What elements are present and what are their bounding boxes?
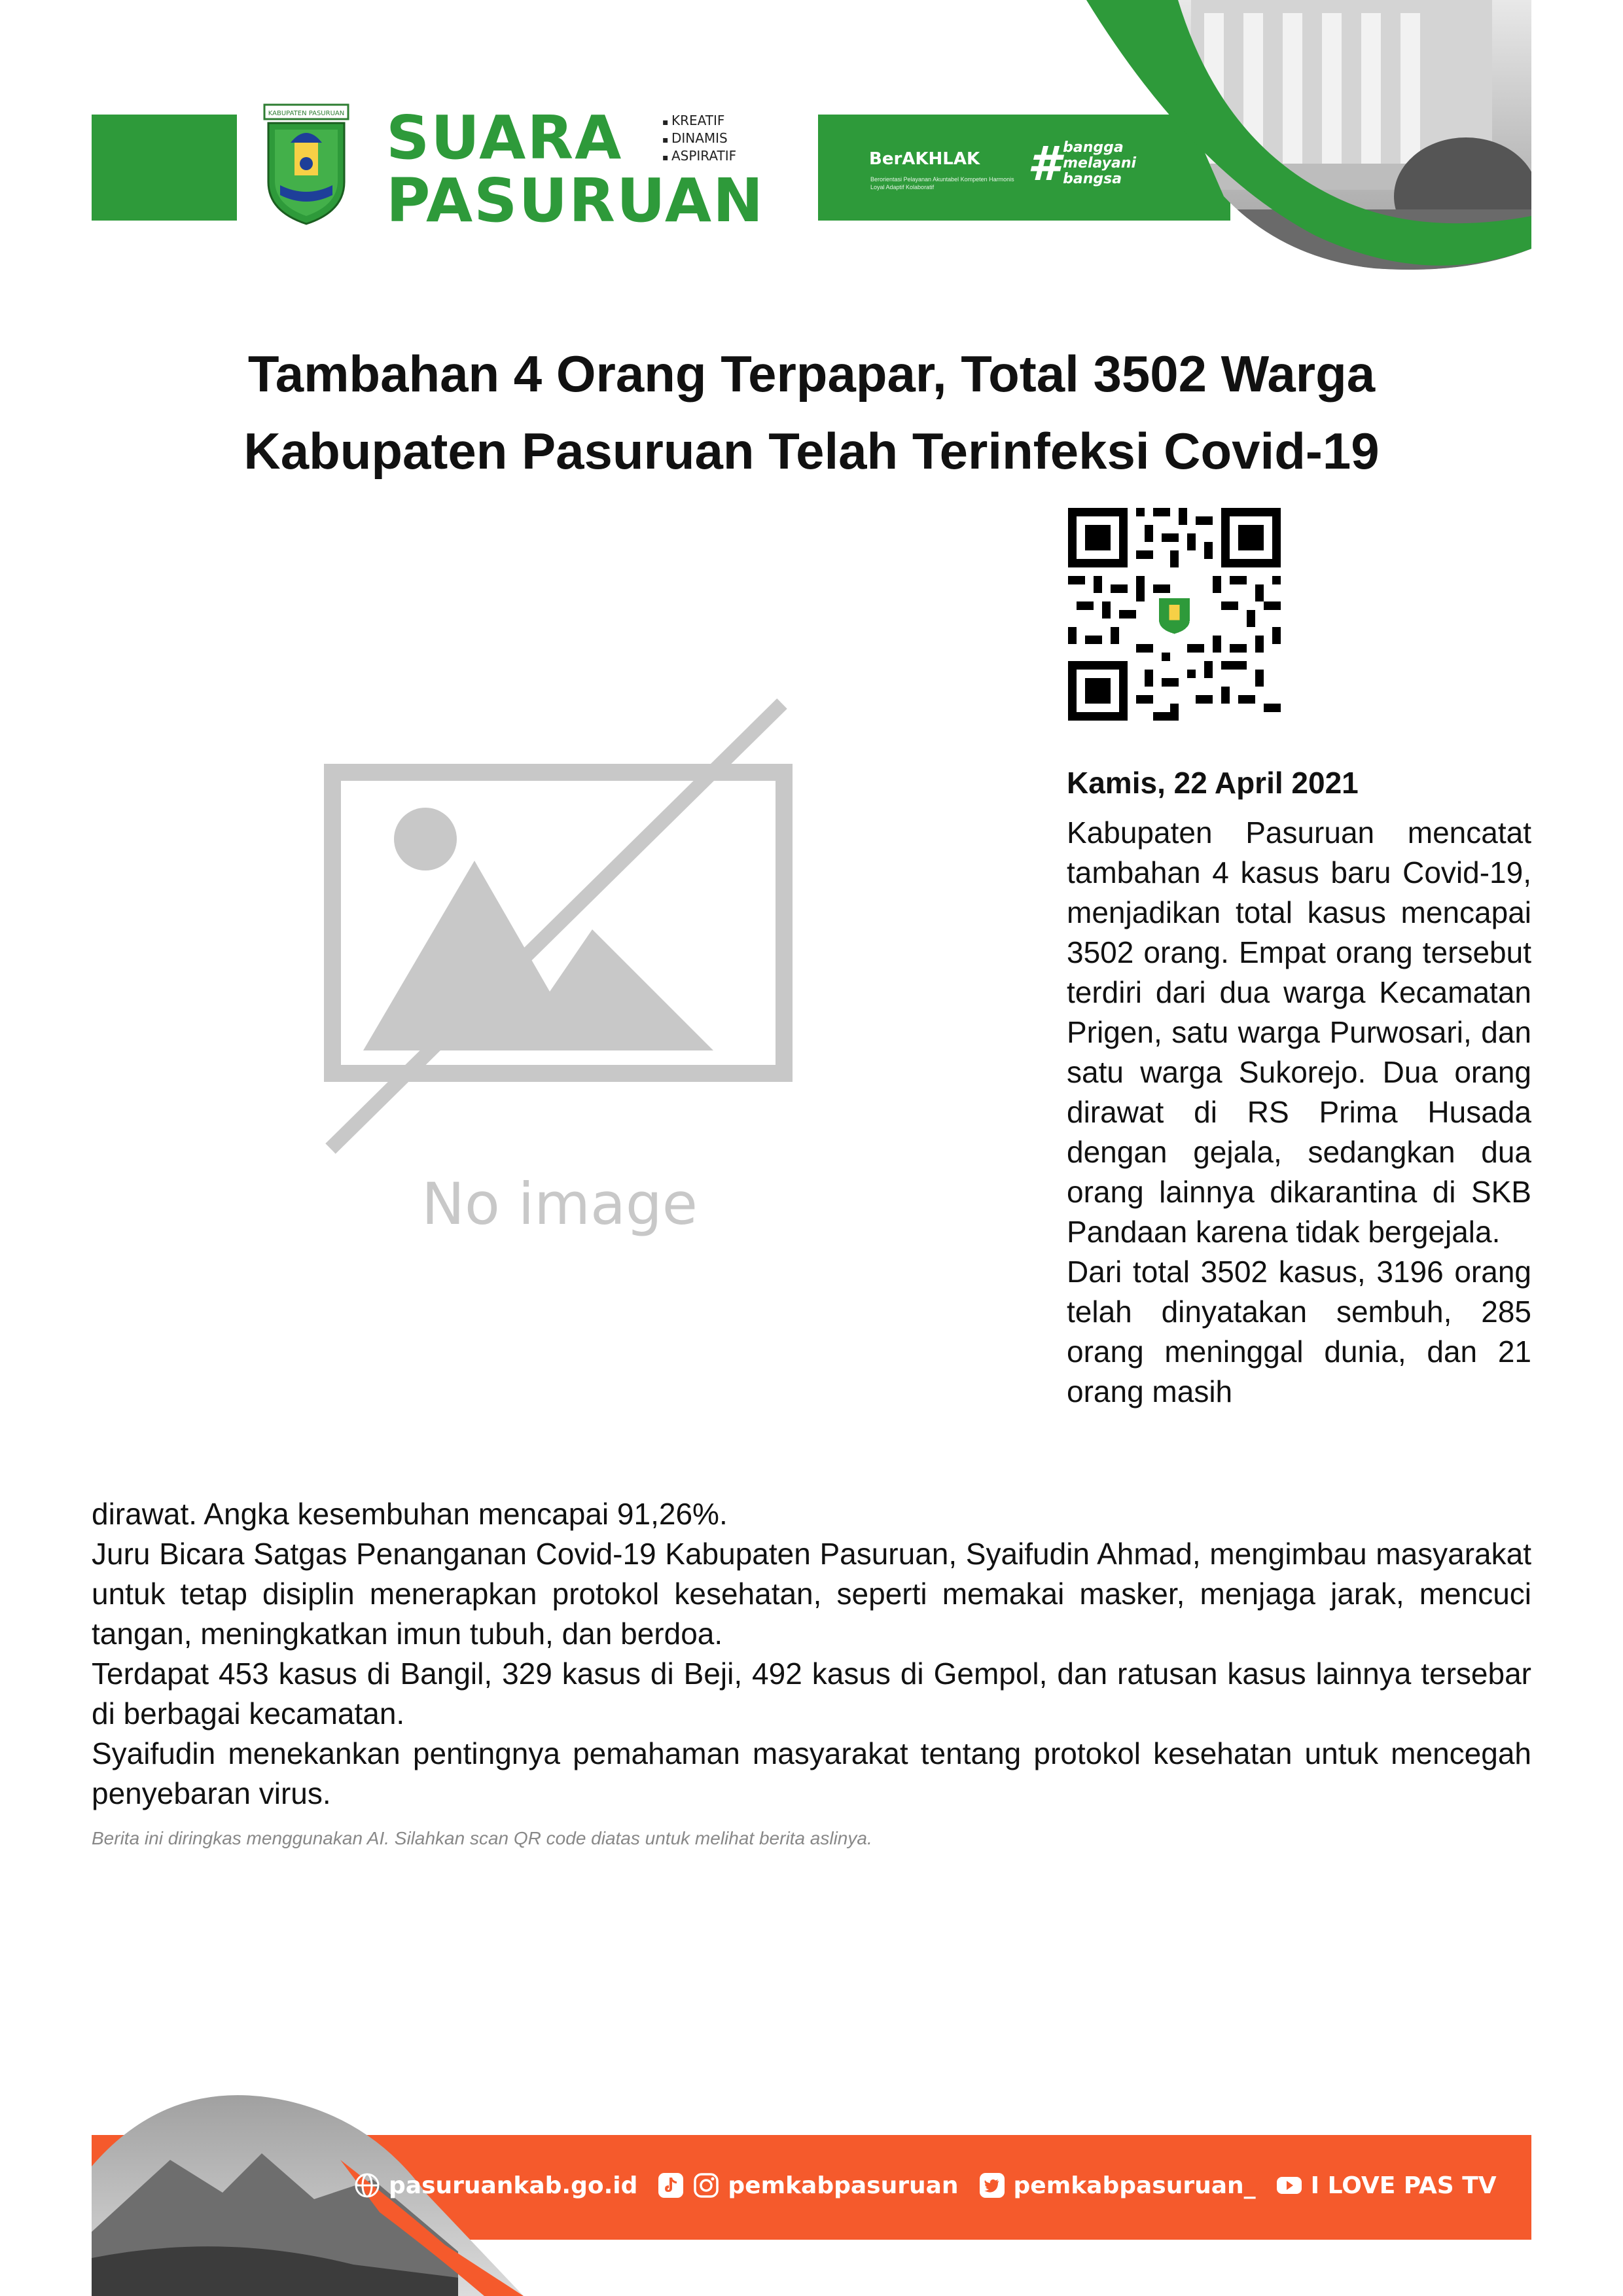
footer-tiktok-instagram-link[interactable]: [657, 2172, 958, 2199]
qr-code[interactable]: [1068, 508, 1281, 721]
youtube-icon: [1275, 2172, 1303, 2199]
berakhlak-logo: BerAKHLAK: [869, 149, 980, 169]
article-paragraph: Terdapat 453 kasus di Bangil, 329 kasus di Beji, 492 kasus di Gempol, dan ratusan kasus lainnya tersebar di berbagai kecamatan.: [92, 1657, 1531, 1731]
brand-line-2: PASURUAN: [386, 166, 765, 236]
berakhlak-subtext: Berorientasi Pelayanan Akuntabel Kompeten Harmonis Loyal Adaptif Kolaboratif: [870, 176, 1014, 190]
footer-website-text: pasuruankab.go.id: [389, 2172, 638, 2199]
article-date: Kamis, 22 April 2021: [1067, 766, 1359, 800]
twitter-icon: [978, 2172, 1006, 2199]
brand-taglines: [662, 113, 736, 166]
no-image-label: No image: [421, 1170, 698, 1238]
article-paragraph: Juru Bicara Satgas Penanganan Covid-19 Kabupaten Pasuruan, Syaifudin Ahmad, mengimbau masyarakat untuk tetap disiplin menerapkan protokol kesehatan, seperti memakai masker, menjaga jarak, mencuci tangan, meningkatkan imun tubuh, dan berdoa.: [92, 1537, 1531, 1651]
globe-icon: [353, 2172, 381, 2199]
hashtag-icon: #: [1027, 136, 1061, 191]
tagline-2: ▪ DINAMIS: [662, 130, 736, 148]
brand-line-1: SUARA: [386, 103, 623, 173]
footer-website-link[interactable]: [353, 2172, 637, 2199]
tiktok-icon: [657, 2172, 685, 2199]
svg-text:KABUPATEN PASURUAN: KABUPATEN PASURUAN: [268, 110, 345, 117]
footer-twitter-text: pemkabpasuruan_: [1013, 2172, 1256, 2199]
hashtag-word-2: melayani: [1063, 155, 1137, 171]
bangga-melayani-bangsa-logo: [1027, 136, 1137, 191]
article-paragraph: dirawat. Angka kesembuhan mencapai 91,26%.: [92, 1497, 728, 1531]
footer-twitter-link[interactable]: [978, 2172, 1256, 2199]
footer-youtube-text: I LOVE PAS TV: [1310, 2172, 1497, 2199]
hashtag-word-3: bangsa: [1063, 171, 1122, 187]
hashtag-word-1: bangga: [1063, 139, 1124, 156]
tagline-3: ▪ ASPIRATIF: [662, 148, 736, 166]
article-paragraph: Kabupaten Pasuruan mencatat tambahan 4 kasus baru Covid-19, menjadikan total kasus mencapai 3502 orang. Empat orang tersebut terdiri dari dua warga Kecamatan Prigen, satu warga Purwosari, dan satu warga Sukorejo. Dua orang dirawat di RS Prima Husada dengan gejala, sedangkan dua orang lainnya dikarantina di SKB Pandaan karena tidak bergejala.: [1067, 816, 1531, 1249]
footer-social-links: [353, 2172, 1516, 2199]
no-image-placeholder: [294, 687, 831, 1257]
tagline-1: ▪ KREATIF: [662, 113, 736, 130]
footer-youtube-link[interactable]: [1275, 2172, 1497, 2199]
footer-social-text: pemkabpasuruan: [728, 2172, 959, 2199]
article-paragraph: Syaifudin menekankan pentingnya pemahaman masyarakat tentang protokol kesehatan untuk mencegah penyebaran virus.: [92, 1736, 1531, 1810]
article-title: Tambahan 4 Orang Terpapar, Total 3502 Warga Kabupaten Pasuruan Telah Terinfeksi Covid-19: [243, 345, 1380, 480]
instagram-icon: [692, 2172, 720, 2199]
article-paragraph: Dari total 3502 kasus, 3196 orang telah dinyatakan sembuh, 285 orang meninggal dunia, dan 21 orang masih: [1067, 1255, 1531, 1408]
article-body-text: [92, 1494, 1531, 1814]
ai-disclaimer: Berita ini diringkas menggunakan AI. Silahkan scan QR code diatas untuk melihat berita aslinya.: [92, 1828, 872, 1848]
kabupaten-crest-logo: [260, 103, 352, 225]
header-accent-bar-left: [92, 115, 237, 221]
article-column-text: [1067, 813, 1531, 1412]
